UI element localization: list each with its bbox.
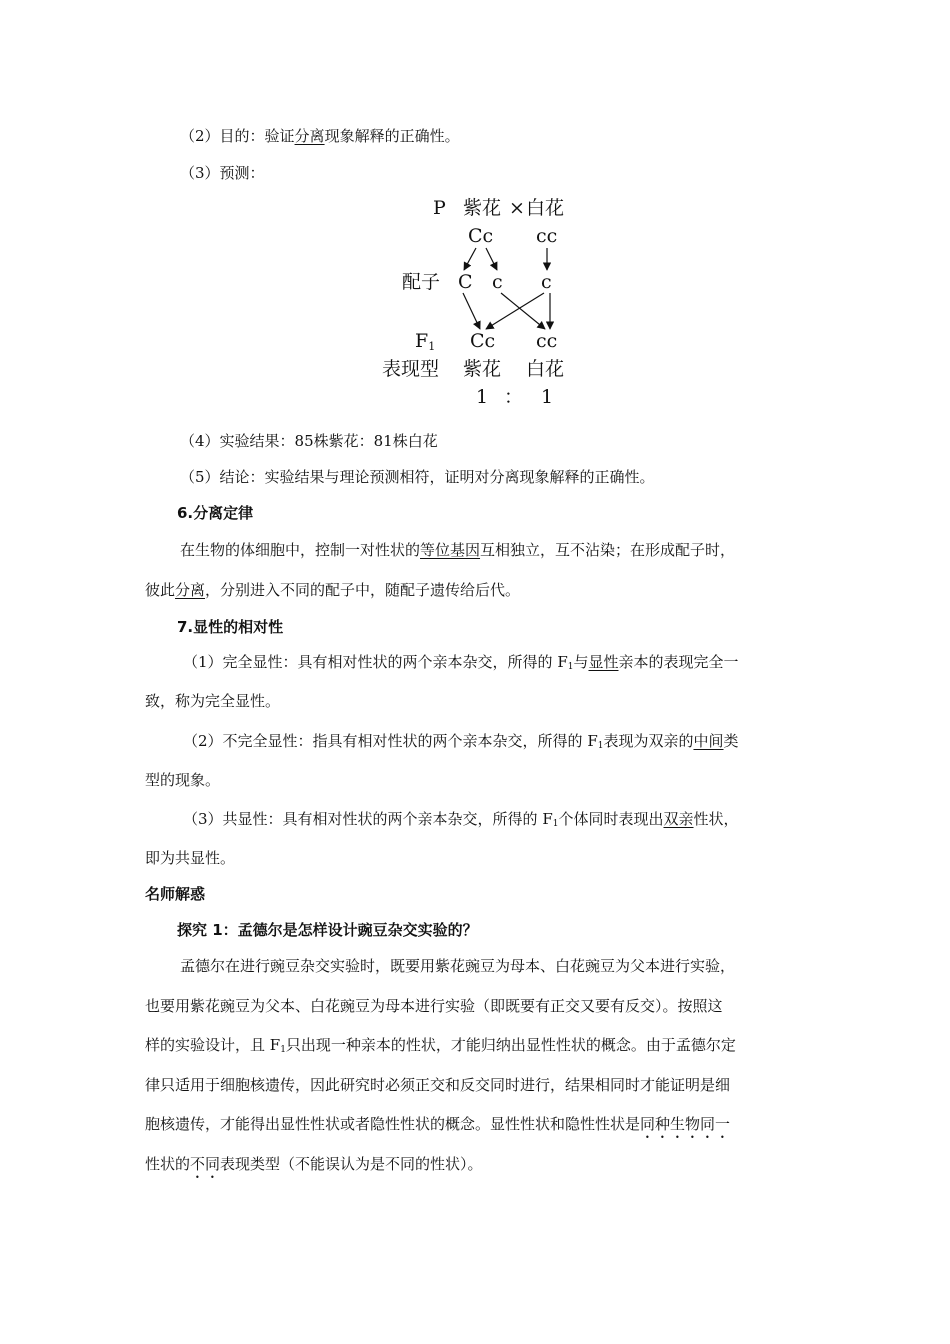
prediction-line: （3）预测：	[180, 164, 265, 182]
text: 个体同时表现出	[558, 810, 664, 828]
text: 彼此	[145, 581, 176, 599]
paragraph-line: 律只适用于细胞核遗传，因此研究时必须正交和反交同时进行，结果相同时才能证明是细	[145, 1076, 731, 1094]
subscript: 1	[597, 741, 604, 751]
f1-label: F1	[415, 330, 436, 353]
parent2: 白花	[526, 197, 565, 219]
objective-line	[180, 126, 460, 146]
gamete-c2: c	[541, 271, 552, 293]
subscript: 1	[552, 819, 559, 829]
arrow-c2-to-Cc	[486, 293, 544, 329]
gamete-c1: c	[492, 271, 503, 293]
phenotype1: 紫花	[463, 358, 502, 380]
paragraph-line	[183, 652, 739, 677]
paragraph-line	[183, 731, 739, 756]
text: 表现为双亲的	[603, 732, 694, 750]
arrow-c-to-cc	[501, 293, 545, 329]
text: 胞核遗传，才能得出显性性状或者隐性性状的概念。显性性状和隐性性状是	[145, 1115, 641, 1133]
ratio1: 1	[476, 386, 489, 408]
text: 性状，	[693, 810, 739, 828]
text: 只出现一种亲本的性状，才能归纳出显性性状的概念。由于孟德尔定	[285, 1036, 736, 1054]
ratio2: 1	[541, 386, 554, 408]
text: 在生物的体细胞中，控制一对性状的	[180, 541, 421, 559]
genotype2: cc	[536, 225, 558, 247]
paragraph-line	[145, 1035, 736, 1060]
text: （1）完全显性：具有相对性状的两个亲本杂交，所得的 F	[183, 653, 568, 671]
genotype1: Cc	[468, 225, 494, 247]
underlined-term: 双亲	[663, 810, 694, 828]
heading-teacher-explanation: 名师解惑	[145, 885, 206, 903]
cross-diagram	[370, 192, 610, 412]
arrow-C-to-Cc	[463, 293, 480, 329]
phenotype2: 白花	[526, 358, 565, 380]
paragraph-line	[145, 1114, 730, 1142]
paragraph-line: 孟德尔在进行豌豆杂交实验时，既要用紫花豌豆为母本、白花豌豆为父本进行实验，	[180, 957, 736, 975]
result-line: （4）实验结果：85株紫花：81株白花	[180, 432, 438, 450]
paragraph-line	[183, 809, 739, 834]
underlined-term: 中间	[693, 732, 724, 750]
text: 性状的	[145, 1155, 191, 1173]
arrow-Cc-to-C	[464, 248, 476, 270]
p-label: P	[433, 197, 446, 219]
paragraph-line	[180, 540, 735, 560]
emphasized-term: 同种生物同一	[640, 1115, 731, 1133]
question-heading: 探究 1：孟德尔是怎样设计豌豆杂交实验的？	[177, 921, 478, 939]
text: 样的实验设计，且 F	[145, 1036, 281, 1054]
conclusion-line: （5）结论：实验结果与理论预测相符，证明对分离现象解释的正确性。	[180, 468, 655, 486]
text: 互相独立，互不沾染；在形成配子时，	[480, 541, 736, 559]
heading-segregation-law: 6.分离定律	[177, 504, 254, 522]
gamete-C: C	[458, 271, 473, 293]
heading-relative-dominance: 7.显性的相对性	[177, 618, 284, 636]
cross-sign: ×	[509, 197, 525, 219]
underlined-term: 等位基因	[420, 541, 481, 559]
underlined-term: 分离	[294, 127, 325, 145]
subscript: 1	[280, 1045, 286, 1055]
underlined-term: 分离	[175, 581, 206, 599]
text: 现象解释的正确性。	[324, 127, 460, 145]
text: 表现类型（不能误认为是不同的性状）。	[220, 1155, 483, 1173]
paragraph-line: 型的现象。	[145, 771, 221, 789]
text: 与	[573, 653, 589, 671]
paragraph-line: 即为共显性。	[145, 849, 236, 867]
paragraph-line	[145, 1154, 483, 1182]
offspring2: cc	[536, 330, 558, 352]
text: （3）共显性：具有相对性状的两个亲本杂交，所得的 F	[183, 810, 553, 828]
ratio-colon: ：	[504, 386, 524, 408]
text: 亲本的表现完全一	[618, 653, 739, 671]
subscript: 1	[567, 662, 574, 672]
underlined-term: 显性	[588, 653, 619, 671]
paragraph-line: 也要用紫花豌豆为父本、白花豌豆为母本进行实验（即既要有正交又要有反交）。按照这	[145, 997, 723, 1015]
paragraph-line: 致，称为完全显性。	[145, 692, 281, 710]
gamete-label: 配子	[402, 271, 441, 293]
arrow-Cc-to-c	[486, 248, 497, 270]
parent1: 紫花	[463, 197, 502, 219]
text: （2）目的：验证	[180, 127, 295, 145]
paragraph-line	[145, 580, 520, 600]
text: 类	[723, 732, 739, 750]
offspring1: Cc	[470, 330, 496, 352]
text: ，分别进入不同的配子中，随配子遗传给后代。	[205, 581, 521, 599]
phenotype-label: 表现型	[382, 358, 440, 380]
emphasized-term: 不同	[190, 1155, 221, 1173]
text: （2）不完全显性：指具有相对性状的两个亲本杂交，所得的 F	[183, 732, 598, 750]
